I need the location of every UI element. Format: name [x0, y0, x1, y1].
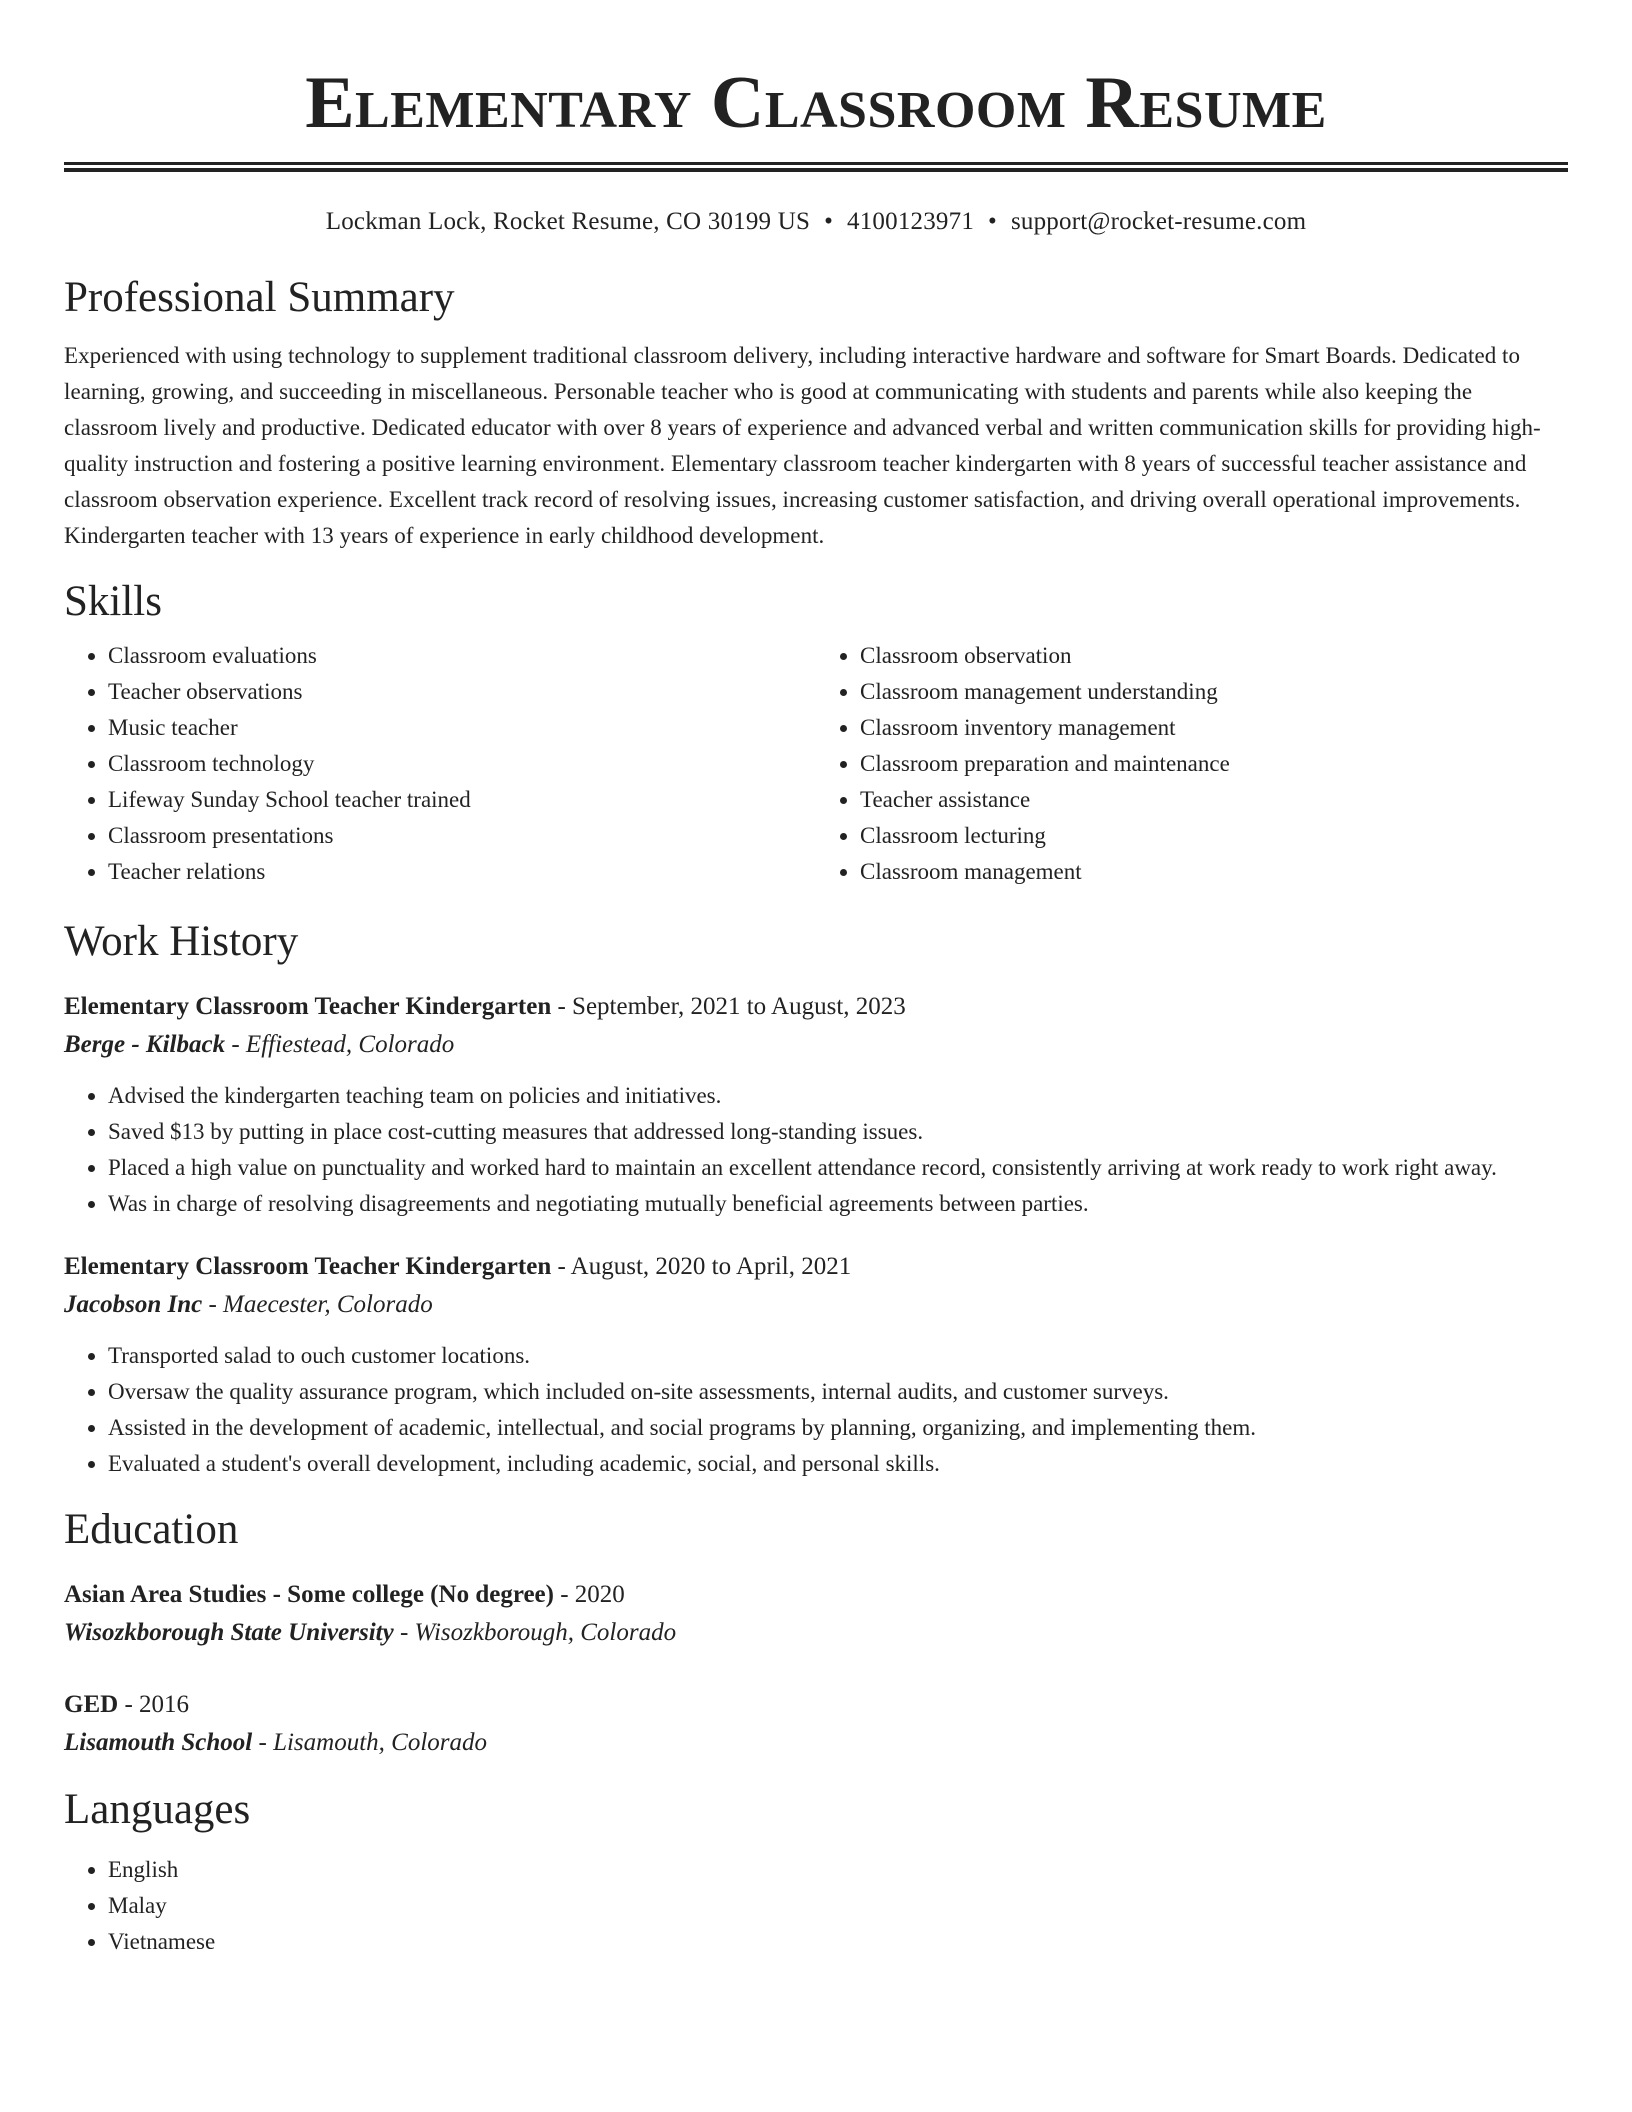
skill-item: • Classroom lecturing [860, 818, 1568, 854]
skill-item: • Teacher observations [108, 674, 816, 710]
job-bullet: • Placed a high value on punctuality and worked hard to maintain an excellent attendance record, consistently arriving at work ready to work right away. [108, 1150, 1568, 1186]
contact-line [64, 206, 1568, 238]
language-item: • Malay [108, 1888, 1568, 1924]
job-bullet: • Evaluated a student's overall development, including academic, social, and personal skills. [108, 1446, 1568, 1482]
school-location: - Lisamouth, Colorado [252, 1729, 488, 1756]
degree-name: GED [64, 1691, 119, 1718]
languages-list [64, 1852, 1568, 1960]
job-bullet: • Transported salad to ouch customer locations. [108, 1338, 1568, 1374]
skills-column-left [64, 638, 816, 890]
languages-heading: Languages [64, 1786, 251, 1833]
school-line [64, 1614, 1568, 1652]
job-title: Elementary Classroom Teacher Kindergarten [64, 993, 552, 1020]
job-bullet: • Was in charge of resolving disagreements and negotiating mutually beneficial agreements between parties. [108, 1186, 1568, 1222]
degree-year: - 2016 [118, 1691, 190, 1718]
skill-item: • Classroom evaluations [108, 638, 816, 674]
contact-separator: • [988, 208, 997, 235]
job-bullet: • Advised the kindergarten teaching team on policies and initiatives. [108, 1078, 1568, 1114]
skills-list [64, 638, 1568, 890]
job-title-line [64, 1248, 1568, 1286]
contact-email: support@rocket-resume.com [1010, 208, 1307, 235]
degree-line [64, 1576, 1568, 1614]
work-history-heading: Work History [64, 918, 299, 965]
skill-item: • Classroom management understanding [860, 674, 1568, 710]
skill-item: • Lifeway Sunday School teacher trained [108, 782, 816, 818]
job-dates: - September, 2021 to August, 2023 [551, 993, 906, 1020]
contact-phone: 4100123971 [847, 208, 975, 235]
job-bullet: • Oversaw the quality assurance program, which included on-site assessments, internal audits, and customer surveys. [108, 1374, 1568, 1410]
skills-heading: Skills [64, 578, 162, 625]
degree-name: Asian Area Studies - Some college (No degree) [64, 1581, 554, 1608]
school-location: - Wisozkborough, Colorado [393, 1619, 677, 1646]
job-title-line [64, 988, 1568, 1026]
school-name: Wisozkborough State University [64, 1619, 394, 1646]
skill-item: • Teacher relations [108, 854, 816, 890]
contact-separator: • [824, 208, 834, 235]
school-line [64, 1724, 1568, 1762]
title-divider [64, 162, 1568, 172]
job-entry [64, 988, 1568, 1222]
summary-heading: Professional Summary [64, 274, 455, 321]
job-bullets [64, 1078, 1568, 1222]
job-bullet: • Saved $13 by putting in place cost-cutting measures that addressed long-standing issues. [108, 1114, 1568, 1150]
company-location: - Maecester, Colorado [202, 1291, 433, 1318]
job-dates: - August, 2020 to April, 2021 [551, 1253, 852, 1280]
education-entry [64, 1576, 1568, 1652]
company-name: Berge - Kilback [64, 1031, 226, 1058]
degree-year: - 2020 [553, 1581, 625, 1608]
skill-item: • Classroom management [860, 854, 1568, 890]
skill-item: • Teacher assistance [860, 782, 1568, 818]
company-location: - Effiestead, Colorado [225, 1031, 455, 1058]
skills-column-right [816, 638, 1568, 890]
skill-item: • Classroom preparation and maintenance [860, 746, 1568, 782]
skill-item: • Classroom technology [108, 746, 816, 782]
company-line [64, 1026, 1568, 1064]
company-name: Jacobson Inc [64, 1291, 203, 1318]
skill-item: • Classroom presentations [108, 818, 816, 854]
job-bullet: • Assisted in the development of academic, intellectual, and social programs by planning, organizing, and implementing them. [108, 1410, 1568, 1446]
skill-item: • Music teacher [108, 710, 816, 746]
job-bullets [64, 1338, 1568, 1482]
school-name: Lisamouth School [64, 1729, 253, 1756]
company-line [64, 1286, 1568, 1324]
language-item: • Vietnamese [108, 1924, 1568, 1960]
job-title: Elementary Classroom Teacher Kindergarten [64, 1253, 552, 1280]
contact-address: Lockman Lock, Rocket Resume, CO 30199 US [325, 208, 811, 235]
summary-text: Experienced with using technology to supplement traditional classroom delivery, including interactive hardware and software for Smart Boards. Dedicated to learning, growing, and succeeding in miscellaneous. Personable teacher who is good at communicating with students and parents while also keeping the classroom lively and productive. Dedicated educator with over 8 years of experience and advanced verbal and written communication skills for providing high-quality instruction and fostering a positive learning environment. Elementary classroom teacher kindergarten with 8 years of successful teacher assistance and classroom observation experience. Excellent track record of resolving issues, increasing customer satisfaction, and driving overall operational improvements. Kindergarten teacher with 13 years of experience in early childhood development. [64, 343, 1541, 548]
job-entry [64, 1248, 1568, 1482]
skill-item: • Classroom inventory management [860, 710, 1568, 746]
resume-title: Elementary Classroom Resume [305, 62, 1327, 144]
education-heading: Education [64, 1506, 239, 1553]
education-entry [64, 1686, 1568, 1762]
language-item: • English [108, 1852, 1568, 1888]
degree-line [64, 1686, 1568, 1724]
skill-item: • Classroom observation [860, 638, 1568, 674]
